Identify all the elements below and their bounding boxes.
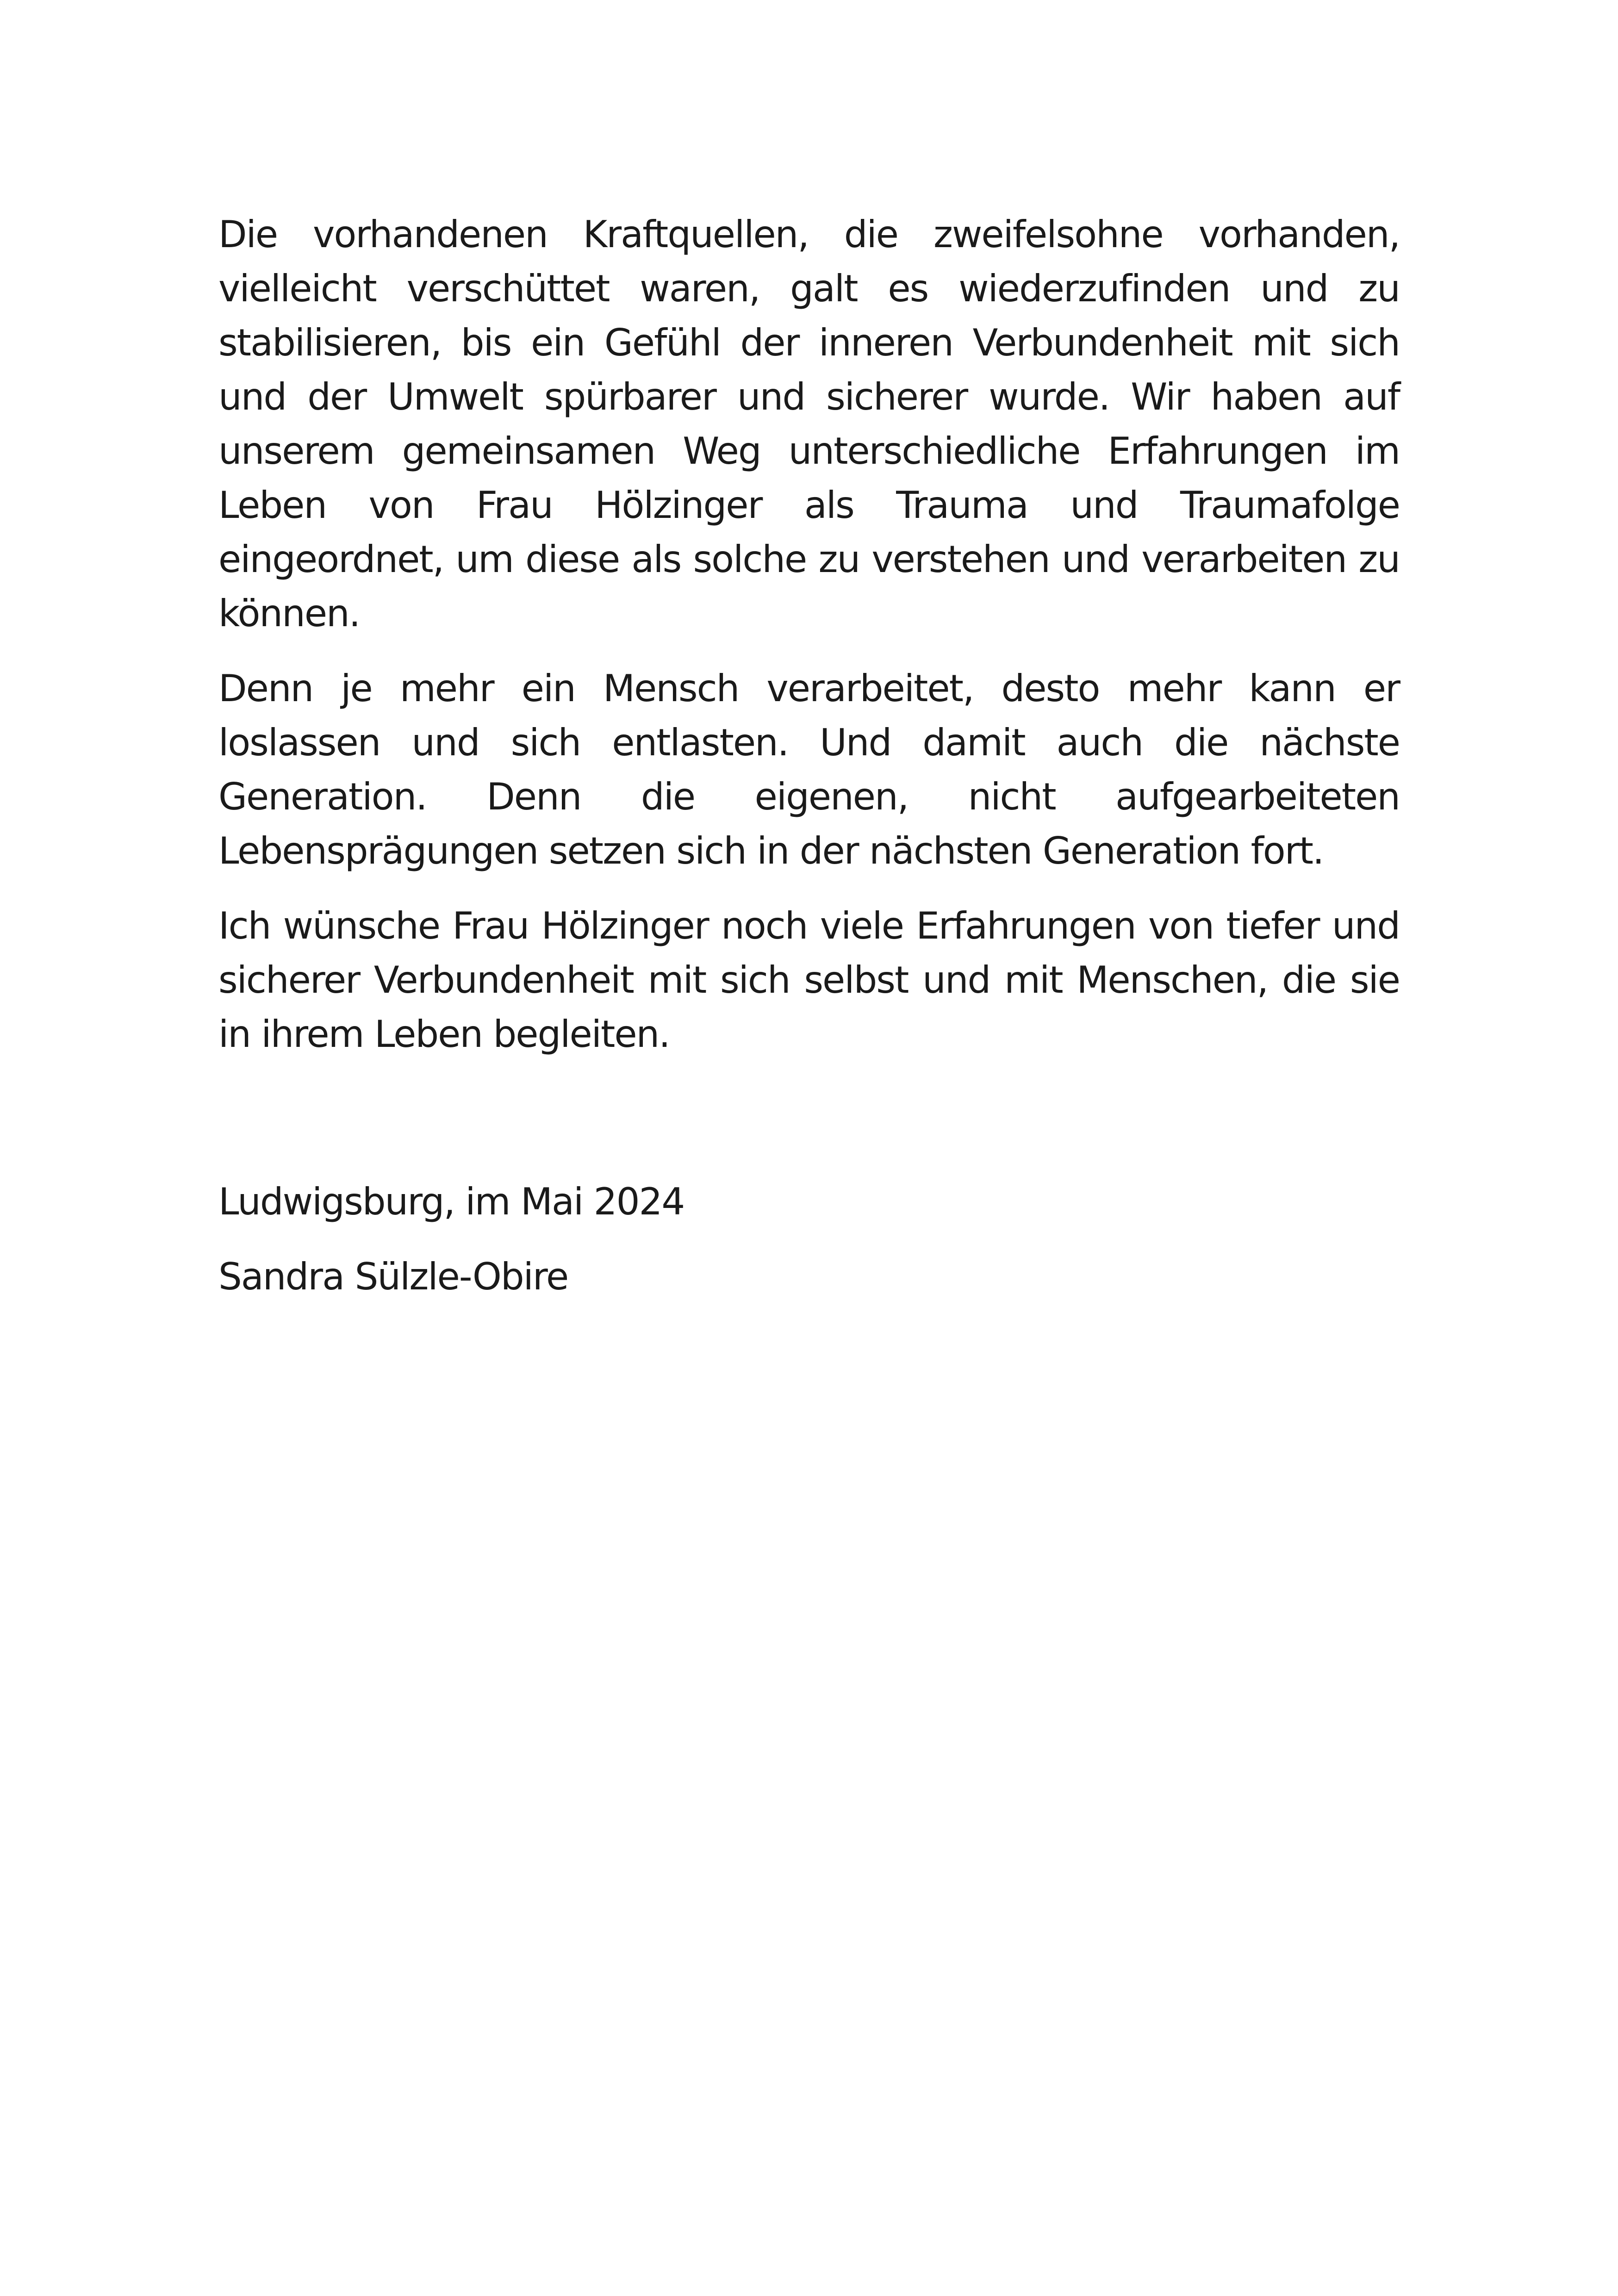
- place-date: Ludwigsburg, im Mai 2024: [218, 1180, 685, 1223]
- author-name: Sandra Sülzle-Obire: [218, 1255, 568, 1298]
- paragraph-wunsch: Ich wünsche Frau Hölzinger noch viele Erfahrungen von tiefer und sicherer Verbundenheit mit sich selbst und mit Menschen, die sie in ihrem Leben begleiten.: [218, 904, 1400, 1056]
- paragraph-verarbeiten: Denn je mehr ein Mensch verarbeitet, desto mehr kann er loslassen und sich entlasten. Und damit auch die nächste Generation. Denn die eigenen, nicht aufgearbeiteten Lebensprägungen setzen sich in der nächsten Generation fort.: [218, 667, 1400, 872]
- body-text: [218, 207, 1400, 1325]
- paragraph-kraftquellen: Die vorhandenen Kraftquellen, die zweifelsohne vorhanden, vielleicht verschüttet waren, galt es wiederzufinden und zu stabilisieren, bis ein Gefühl der inneren Verbundenheit mit sich und der Umwelt spürbarer und sicherer wurde. Wir haben auf unserem gemeinsamen Weg unterschiedliche Erfahrungen im Leben von Frau Hölzinger als Trauma und Traumafolge eingeordnet, um diese als solche zu verstehen und verarbeiten zu können.: [218, 213, 1400, 635]
- section-spacer: [218, 1082, 1400, 1175]
